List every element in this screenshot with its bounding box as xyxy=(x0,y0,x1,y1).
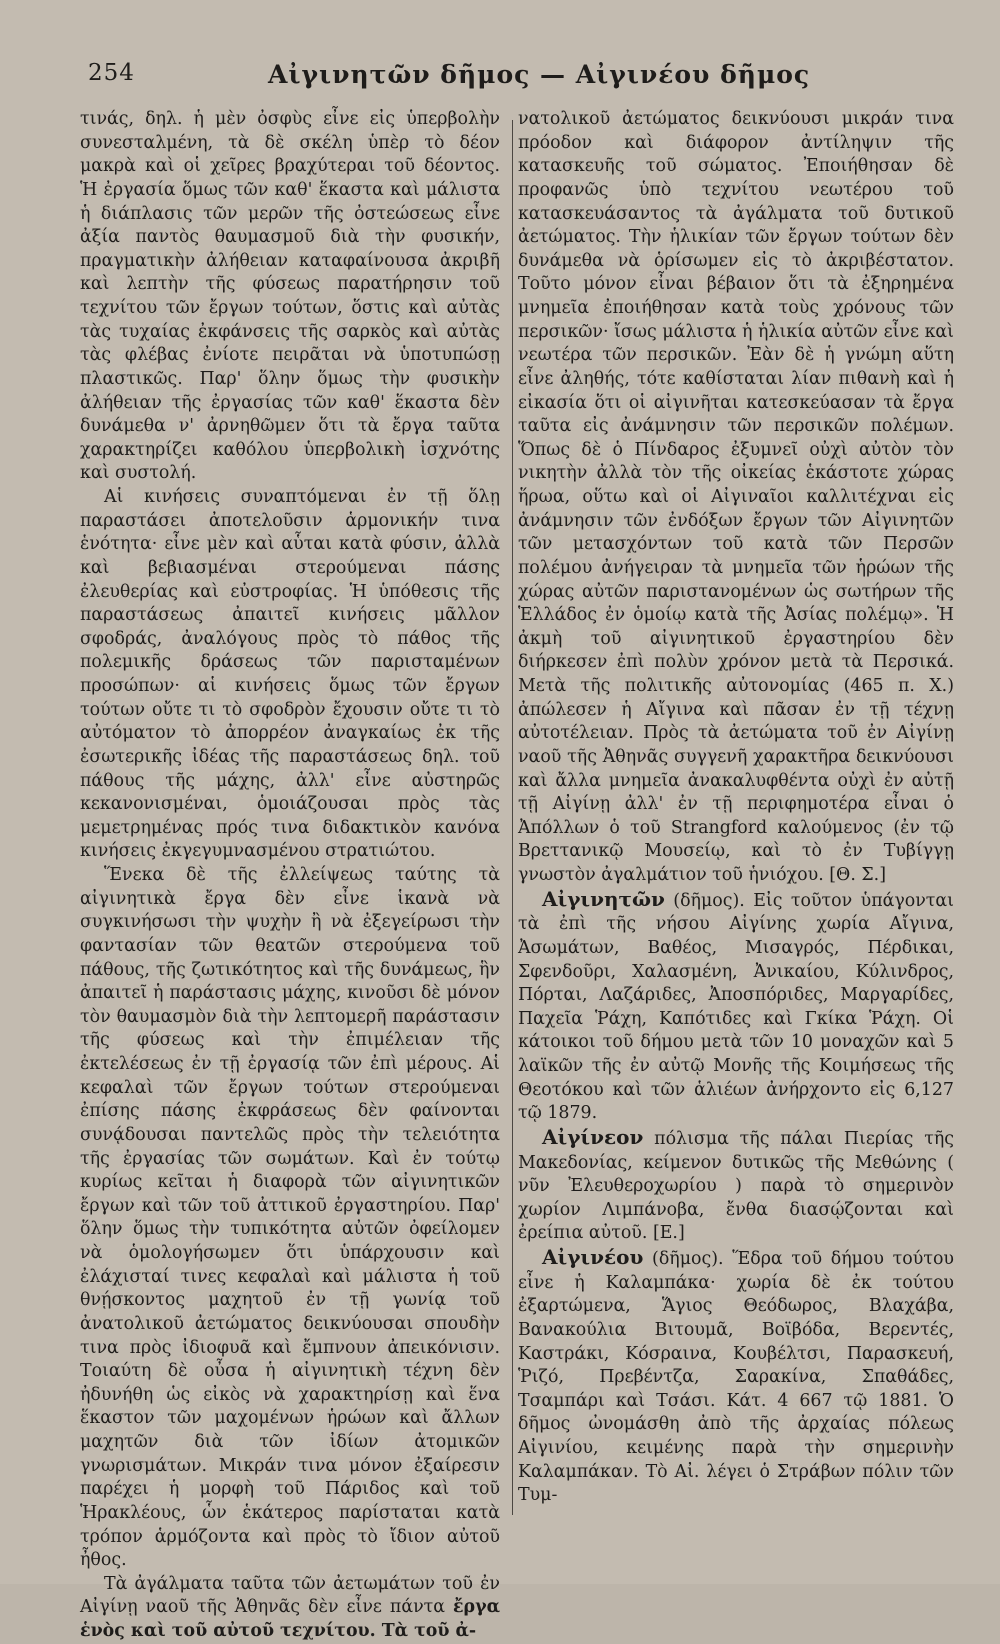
entry-text: (δῆμος). Εἰς τοῦτον ὑπάγονται τὰ ἐπὶ τῆς νήσου Αἰγίνης χωρία Αἴγινα, Ἀσωμάτων, Βαθέος, Μισαγρός, Πέρδικαι, Σφενδοῦρι, Χαλασμένη, Ἀνικαίου, Κύλινδρος, Πόρται, Λαζάριδες, Ἀποσπόριδες, Μαργαρίδες, Παχεῖα Ῥάχη, Καπότιδες καὶ Γκίκα Ῥάχη. Οἱ κάτοικοι τοῦ δήμου μετὰ τῶν 10 μοναχῶν καὶ 5 λαϊκῶν τῆς ἐν αὐτῷ Μονῆς τῆς Κοιμήσεως τῆς Θεοτόκου καὶ τῶν ἁλιέων ἀνήρχοντο εἰς 6,127 τῷ 1879. xyxy=(518,890,954,1124)
entry-headword: Αἰγινητῶν xyxy=(542,886,665,911)
left-paragraph-2: Αἱ κινήσεις συναπτόμεναι ἐν τῇ ὅλῃ παραστάσει ἀποτελοῦσιν ἁρμονικήν τινα ἑνότητα· εἶνε μὲν καὶ αὗται κατὰ φύσιν, ἀλλὰ καὶ βεβιασμέναι στερούμεναι πάσης ἐλευθερίας καὶ εὐστροφίας. Ἡ ὑπόθεσις τῆς παραστάσεως ἀπαιτεῖ κινήσεις μᾶλλον σφοδράς, ἀναλόγους πρὸς τὸ πάθος τῆς πολεμικῆς δράσεως τῶν παρισταμένων προσώπων· αἱ κινήσεις ὅμως τῶν ἔργων τούτων οὔτε τι τὸ σφοδρὸν ἔχουσιν οὔτε τι τὸ αὐτόματον τὸ ἀπορρέον ἀναγκαίως ἐκ τῆς ἐσωτερικῆς ἰδέας τῆς παραστάσεως δηλ. τοῦ πάθους τῆς μάχης, ἀλλ' εἶνε αὐστηρῶς κεκανονισμέναι, ὁμοιάζουσαι πρὸς τὰς μεμετρημένας πρός τινα διδακτικὸν κανόνα κινήσεις ἐκγεγυμνασμένου στρατιώτου. xyxy=(80,487,500,862)
entry-aiginiou xyxy=(518,1246,954,1508)
running-head: Αἰγινητῶν δῆμος — Αἰγινέου δῆμος xyxy=(268,60,811,89)
left-paragraph-3: Ἕνεκα δὲ τῆς ἐλλείψεως ταύτης τὰ αἰγινητικὰ ἔργα δὲν εἶνε ἱκανὰ νὰ συγκινήσωσι τὴν ψυχὴν ἢ νὰ ἐξεγείρωσι τὴν φαντασίαν τῶν θεατῶν στερούμενα τοῦ πάθους, τῆς ζωτικότητος καὶ τῆς δυνάμεως, ἣν ἀπαιτεῖ ἡ παράστασις μάχης, κινοῦσι δὲ μόνον τὸν θαυμασμὸν διὰ τὴν λεπτομερῆ παράστασιν τῆς φύσεως καὶ τὴν ἐπιμέλειαν τῆς ἐκτελέσεως ἐν τῇ ἐργασίᾳ τῶν ἐπὶ μέρους. Αἱ κεφαλαὶ τῶν ἔργων τούτων στερούμεναι ἐπίσης πάσης ἐκφράσεως δὲν φαίνονται συνᾴδουσαι παντελῶς πρὸς τὴν τελειότητα τῆς ἐργασίας τῶν σωμάτων. Καὶ ἐν τούτῳ κυρίως κεῖται ἡ διαφορὰ τῶν αἰγινητικῶν ἔργων καὶ τῶν τοῦ ἀττικοῦ ἐργαστηρίου. Παρ' ὅλην ὅμως τὴν τυπικότητα αὐτῶν ὀφείλομεν νὰ ὁμολογήσωμεν ὅτι ὑπάρχουσιν καὶ ἐλάχισταί τινες κεφαλαὶ καὶ μάλιστα ἡ τοῦ θνῄσκοντος μαχητοῦ ἐν τῇ γωνίᾳ τοῦ ἀνατολικοῦ ἀετώματος δεικνύουσαι σπουδὴν τινα πρὸς ἰδιοφυᾶ καὶ ἔμπνουν ἀπεικόνισιν. Τοιαύτη δὲ οὖσα ἡ αἰγινητικὴ τέχνη δὲν ἠδυνήθη ὡς εἰκὸς νὰ χαρακτηρίσῃ καὶ ἕνα ἕκαστον τῶν μαχομένων ἡρώων καὶ ἄλλων μαχητῶν διὰ τῶν ἰδίων ἀτομικῶν γνωρισμάτων. Μικράν τινα μόνον ἐξαίρεσιν παρέχει ἡ μορφὴ τοῦ Πάριδος καὶ τοῦ Ἡρακλέους, ὧν ἑκάτερος παρίσταται κατὰ τρόπον ἁρμόζοντα καὶ πρὸς τὸ ἴδιον αὐτοῦ ἦθος. xyxy=(80,865,500,1571)
page-header xyxy=(88,60,948,100)
left-paragraph-4-text: Τὰ ἀγάλματα ταῦτα τῶν ἀετωμάτων τοῦ ἐν Αἰγίνῃ ναοῦ τῆς Ἀθηνᾶς δὲν εἶνε πάντα xyxy=(80,1573,500,1618)
left-paragraph-4-bold-end: ἔργα ἑνὸς καὶ τοῦ αὐτοῦ τεχνίτου. Τὰ τοῦ ἀ- xyxy=(80,1597,500,1641)
text-columns xyxy=(80,108,954,1641)
left-paragraph-1: τινάς, δηλ. ἡ μὲν ὀσφὺς εἶνε εἰς ὑπερβολὴν συνεσταλμένη, τὰ δὲ σκέλη ὑπὲρ τὸ δέον μακρὰ καὶ οἱ χεῖρες βραχύτεραι τοῦ δέοντος. Ἡ ἐργασία ὅμως τῶν καθ' ἕκαστα καὶ μάλιστα ἡ διάπλασις τῶν μερῶν τῆς ὀστεώσεως εἶνε ἀξία παντὸς θαυμασμοῦ διὰ τὴν φυσικήν, πραγματικὴν ἀλήθειαν καταφαίνουσα ἀκριβῆ καὶ λεπτὴν τῆς φύσεως παρατήρησιν τοῦ τεχνίτου τῶν ἔργων τούτων, ὅστις καὶ αὐτὰς τὰς τυχαίας ἐκφάνσεις τῆς σαρκὸς καὶ αὐτὰς τὰς φλέβας ἐνίοτε πειρᾶται νὰ ὑποτυπώσῃ πλαστικῶς. Παρ' ὅλην ὅμως τὴν φυσικὴν ἀλήθειαν τῆς ἐργασίας τῶν καθ' ἕκαστα δὲν δυνάμεθα ν' ἀρνηθῶμεν ὅτι τὰ ἔργα ταῦτα χαρακτηρίζει καθόλου ὑπερβολικὴ ἰσχνότης καὶ συστολή. xyxy=(80,109,500,484)
left-paragraph-4 xyxy=(80,1573,500,1644)
entry-headword: Αἰγινέου xyxy=(542,1245,644,1269)
left-column xyxy=(80,108,500,1644)
entry-aigineon xyxy=(518,1126,954,1246)
column-divider xyxy=(512,120,513,1515)
right-column xyxy=(518,108,954,1508)
entry-text: (δῆμος). Ἕδρα τοῦ δήμου τούτου εἶνε ἡ Καλαμπάκα· χωρία δὲ ἐκ τούτου ἐξαρτώμενα, Ἅγιος Θεόδωρος, Βλαχάβα, Βανακούλια Βιτουμᾶ, Βοϊβόδα, Βερεντές, Καστράκι, Κόσραινα, Κουβέλτσι, Παρασκευή, Ῥιζό, Πρεβέντζα, Σαρακίνα, Σπαθάδες, Τσαμπάρι καὶ Τσάσι. Κάτ. 4 667 τῷ 1881. Ὁ δῆμος ὠνομάσθη ἀπὸ τῆς ἀρχαίας πόλεως Αἰγινίου, κειμένης παρὰ τὴν σημερινὴν Καλαμπάκαν. Τὸ Αἰ. λέγει ὁ Στράβων πόλιν τῶν Τυμ- xyxy=(518,1249,954,1506)
entry-text: πόλισμα τῆς πάλαι Πιερίας τῆς Μακεδονίας, κείμενον δυτικῶς τῆς Μεθώνης ( νῦν Ἐλευθεροχωρίου ) παρὰ τὸ σημερινὸν χωρίον Λιμπάνοβα, ἔνθα διασῴζονται καὶ ἐρείπια αὐτοῦ. [Ε.] xyxy=(518,1128,954,1244)
right-continuation: νατολικοῦ ἀετώματος δεικνύουσι μικράν τινα πρόοδον καὶ διάφορον ἀντίληψιν τῆς κατασκευῆς τοῦ σώματος. Ἐποιήθησαν δὲ προφανῶς ὑπὸ τεχνίτου νεωτέρου τοῦ κατασκευάσαντος τὰ ἀγάλματα τοῦ δυτικοῦ ἀετώματος. Τὴν ἡλικίαν τῶν ἔργων τούτων δὲν δυνάμεθα νὰ ὁρίσωμεν εἰς τὸ ἀκριβέστατον. Τοῦτο μόνον εἶναι βέβαιον ὅτι τὰ ἐξηρημένα μνημεῖα ἐποιήθησαν κατὰ τοὺς χρόνους τῶν περσικῶν· ἴσως μάλιστα ἡ ἡλικία αὐτῶν εἶνε καὶ νεωτέρα τῶν περσικῶν. Ἐὰν δὲ ἡ γνώμη αὕτη εἶνε ἀληθής, τότε καθίσταται λίαν πιθανὴ καὶ ἡ εἰκασία ὅτι οἱ αἰγινῆται κατεσκεύασαν τὰ ἔργα ταῦτα εἰς ἀνάμνησιν τῶν περσικῶν πολέμων. Ὅπως δὲ ὁ Πίνδαρος ἐξυμνεῖ οὐχὶ αὐτὸν τὸν νικητὴν ἀλλὰ τὸν τῆς οἰκείας ἑκάστοτε χώρας ἥρωα, οὕτω καὶ οἱ Αἰγιναῖοι καλλιτέχναι εἰς ἀνάμνησιν τῶν ἐνδόξων ἔργων τῶν Αἰγινητῶν τῶν μετασχόντων τοῦ κατὰ τῶν Περσῶν πολέμου ἀνήγειραν τὰ μνημεῖα τῶν ἡρώων τῆς χώρας αὐτῶν παριστανομένων ὡς σωτήρων τῆς Ἑλλάδος ἐν ὁμοίῳ κατὰ τῆς Ἀσίας πολέμῳ». Ἡ ἀκμὴ τοῦ αἰγινητικοῦ ἐργαστηρίου δὲν διήρκεσεν ἐπὶ πολὺν χρόνον μετὰ τὰ Περσικά. Μετὰ τῆς πολιτικῆς αὐτονομίας (465 π. Χ.) ἀπώλεσεν ἡ Αἴγινα καὶ πᾶσαν ἐν τῇ τέχνῃ αὐτοτέλειαν. Πρὸς τὰ ἀετώματα τοῦ ἐν Αἰγίνῃ ναοῦ τῆς Ἀθηνᾶς συγγενῆ χαρακτῆρα δεικνύουσι καὶ ἄλλα μνημεῖα ἀνακαλυφθέντα οὐχὶ ἐν αὐτῇ τῇ Αἰγίνῃ ἀλλ' ἐν τῇ περιφημοτέρα εἶναι ὁ Ἀπόλλων ὁ τοῦ Strangford καλούμενος (ἐν τῷ Βρεττανικῷ Μουσείῳ, καὶ τὸ ἐν Τυβίγγῃ γνωστὸν ἀγαλμάτιον τοῦ ἡνιόχου. [Θ. Σ.] xyxy=(518,109,954,885)
entry-aiginiton xyxy=(518,888,954,1126)
entry-headword: Αἰγίνεον xyxy=(542,1124,644,1149)
page-number: 254 xyxy=(88,60,135,86)
